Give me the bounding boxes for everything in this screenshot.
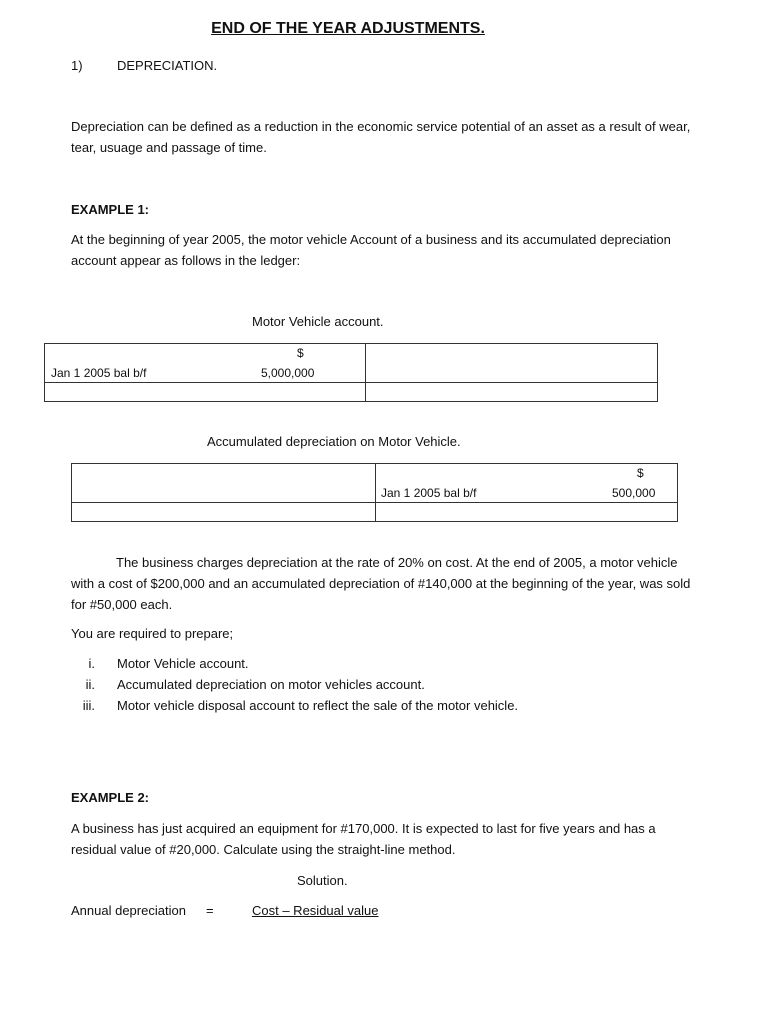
section-number: 1) bbox=[71, 58, 83, 73]
definition-paragraph: Depreciation can be defined as a reduction in the economic service potential of an asset as a result of wear, tear, usuage and passage of time. bbox=[71, 119, 691, 155]
motor-vehicle-ledger bbox=[44, 343, 658, 402]
mv-currency: $ bbox=[297, 346, 304, 360]
accumulated-caption: Accumulated depreciation on Motor Vehicle. bbox=[207, 434, 461, 449]
motor-vehicle-caption: Motor Vehicle account. bbox=[252, 314, 384, 329]
example1-body: The business charges depreciation at the rate of 20% on cost. At the end of 2005, a motor vehicle with a cost of $200,000 and an accumulated depreciation of #140,000 at the beginning of the year, was sold for #50,000 each. bbox=[71, 555, 691, 612]
accumulated-ledger bbox=[71, 463, 678, 522]
required-item-3: Motor vehicle disposal account to reflect the sale of the motor vehicle. bbox=[117, 698, 519, 713]
acc-currency: $ bbox=[637, 466, 644, 480]
required-item-1: Motor Vehicle account. bbox=[117, 656, 249, 671]
example2-body: A business has just acquired an equipment for #170,000. It is expected to last for five years and has a residual value of #20,000. Calculate using the straight-line method. bbox=[71, 821, 656, 857]
mv-amount: 5,000,000 bbox=[261, 366, 315, 380]
required-num-1: i. bbox=[88, 656, 95, 671]
formula-left: Annual depreciation bbox=[71, 903, 186, 918]
required-num-3: iii. bbox=[82, 698, 95, 713]
section-heading: DEPRECIATION. bbox=[117, 58, 218, 73]
page-title: END OF THE YEAR ADJUSTMENTS. bbox=[211, 20, 485, 37]
mv-credit-total bbox=[366, 383, 658, 402]
mv-credit-cell bbox=[366, 344, 658, 383]
required-intro: You are required to prepare; bbox=[71, 626, 234, 641]
acc-debit-cell bbox=[72, 464, 376, 503]
formula-numerator: Cost – Residual value bbox=[252, 903, 379, 918]
mv-debit-total bbox=[45, 383, 366, 402]
required-num-2: ii. bbox=[85, 677, 95, 692]
mv-debit-cell bbox=[45, 344, 366, 383]
acc-debit-total bbox=[72, 503, 376, 522]
formula-equals: = bbox=[206, 903, 214, 918]
acc-credit-total bbox=[376, 503, 678, 522]
acc-entry-label: Jan 1 2005 bal b/f bbox=[381, 486, 477, 500]
example1-label: EXAMPLE 1: bbox=[71, 202, 150, 217]
mv-entry-label: Jan 1 2005 bal b/f bbox=[51, 366, 147, 380]
acc-amount: 500,000 bbox=[612, 486, 656, 500]
acc-credit-cell bbox=[376, 464, 678, 503]
solution-label: Solution. bbox=[297, 873, 348, 888]
example2-label: EXAMPLE 2: bbox=[71, 790, 150, 805]
required-item-2: Accumulated depreciation on motor vehicles account. bbox=[117, 677, 425, 692]
example1-intro: At the beginning of year 2005, the motor vehicle Account of a business and its accumulated depreciation account appear as follows in the ledger: bbox=[71, 232, 671, 268]
